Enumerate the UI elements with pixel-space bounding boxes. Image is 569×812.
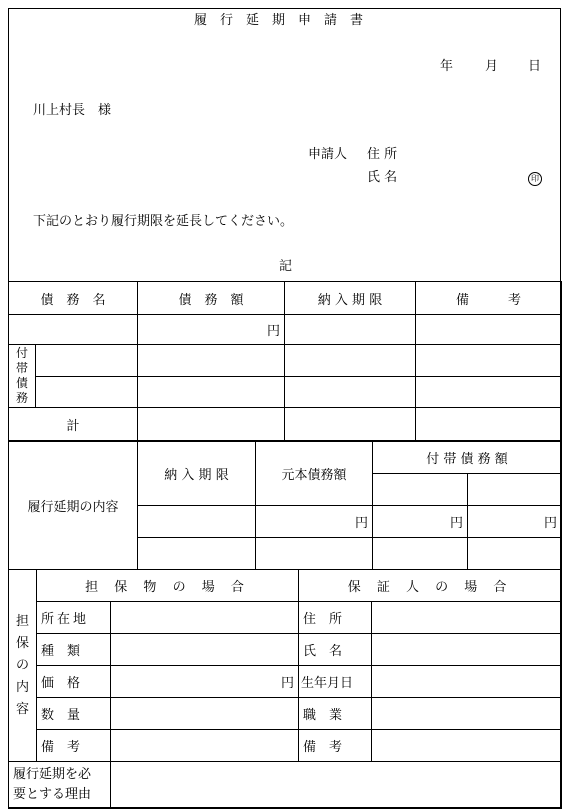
addressee: 川上村長 様 [33, 103, 112, 118]
ext-incidental-2a[interactable] [373, 538, 468, 570]
guarantor-address-cell[interactable] [372, 602, 562, 634]
debt-table [8, 281, 562, 441]
incidental-remarks-1[interactable] [416, 345, 562, 377]
ext-col-principal: 元本債務額 [256, 442, 373, 506]
seal-icon: 印 [528, 172, 542, 186]
col-remarks: 備 考 [416, 282, 562, 315]
ext-principal-2[interactable] [256, 538, 373, 570]
ext-incidental-1b[interactable]: 円 [468, 506, 562, 538]
total-amount[interactable] [138, 408, 285, 441]
form-header [9, 9, 560, 282]
collateral-table [8, 569, 562, 762]
extension-label: 履行延期の内容 [9, 442, 138, 570]
reason-table [8, 761, 562, 809]
date-month: 月 [485, 59, 499, 74]
guarantor-birthdate-cell[interactable] [372, 666, 562, 698]
collateral-quantity-cell[interactable] [111, 698, 299, 730]
collateral-remarks-cell[interactable] [111, 730, 299, 762]
total-remarks[interactable] [416, 408, 562, 441]
ki-label: 記 [279, 259, 293, 274]
collateral-type-cell[interactable] [111, 634, 299, 666]
applicant-label: 申請人 [308, 147, 348, 162]
guarantor-occupation-label: 職 業 [299, 698, 372, 730]
collateral-location-label: 所在地 [37, 602, 111, 634]
incidental-amount-2[interactable] [138, 376, 285, 408]
col-due-date: 納 入 期 限 [285, 282, 416, 315]
incidental-debt-name-1[interactable] [36, 345, 137, 377]
address-label: 住 所 [367, 147, 398, 162]
ext-incidental-sub-1[interactable] [373, 474, 468, 506]
ext-incidental-2b[interactable] [468, 538, 562, 570]
incidental-amount-1[interactable] [138, 345, 285, 377]
application-form [8, 8, 561, 808]
debt-amount-cell[interactable]: 円 [138, 315, 285, 345]
incidental-due-1[interactable] [285, 345, 416, 377]
guarantor-name-cell[interactable] [372, 634, 562, 666]
guarantor-occupation-cell[interactable] [372, 698, 562, 730]
incidental-debt-group [9, 345, 138, 408]
incidental-debt-label: 付帯債務 [9, 345, 36, 407]
collateral-side-label: 担保の内容 [9, 570, 37, 762]
guarantor-name-label: 氏 名 [299, 634, 372, 666]
extension-table [8, 441, 562, 570]
collateral-type-label: 種 類 [37, 634, 111, 666]
col-debt-name: 債 務 名 [9, 282, 138, 315]
ext-due-2[interactable] [138, 538, 256, 570]
request-text: 下記のとおり履行期限を延長してください。 [33, 214, 294, 229]
collateral-price-cell[interactable]: 円 [111, 666, 299, 698]
collateral-right-header: 保 証 人 の 場 合 [299, 570, 562, 602]
ext-incidental-sub-2[interactable] [468, 474, 562, 506]
ext-due-1[interactable] [138, 506, 256, 538]
collateral-left-header: 担 保 物 の 場 合 [37, 570, 299, 602]
total-label: 計 [9, 408, 138, 441]
incidental-remarks-2[interactable] [416, 376, 562, 408]
ext-col-incidental: 付 帯 債 務 額 [373, 442, 562, 474]
col-debt-amount: 債 務 額 [138, 282, 285, 315]
collateral-quantity-label: 数 量 [37, 698, 111, 730]
guarantor-remarks-label: 備 考 [299, 730, 372, 762]
remarks-cell[interactable] [416, 315, 562, 345]
due-date-cell[interactable] [285, 315, 416, 345]
ext-col-due: 納 入 期 限 [138, 442, 256, 506]
form-title: 履行延期申請書 [194, 13, 377, 28]
reason-cell[interactable] [111, 762, 562, 809]
collateral-location-cell[interactable] [111, 602, 299, 634]
seal-mark [528, 170, 542, 186]
date-year: 年 [440, 59, 454, 74]
guarantor-address-label: 住 所 [299, 602, 372, 634]
guarantor-birthdate-label: 生年月日 [299, 666, 372, 698]
debt-name-cell[interactable] [9, 315, 138, 345]
ext-principal-1[interactable]: 円 [256, 506, 373, 538]
collateral-price-label: 価 格 [37, 666, 111, 698]
ext-incidental-1a[interactable]: 円 [373, 506, 468, 538]
date-day: 日 [528, 59, 542, 74]
total-due[interactable] [285, 408, 416, 441]
incidental-due-2[interactable] [285, 376, 416, 408]
name-label: 氏 名 [367, 170, 398, 185]
collateral-remarks-label: 備 考 [37, 730, 111, 762]
guarantor-remarks-cell[interactable] [372, 730, 562, 762]
reason-label: 履行延期を必 要とする理由 [9, 762, 111, 809]
incidental-debt-name-2[interactable] [36, 377, 137, 408]
